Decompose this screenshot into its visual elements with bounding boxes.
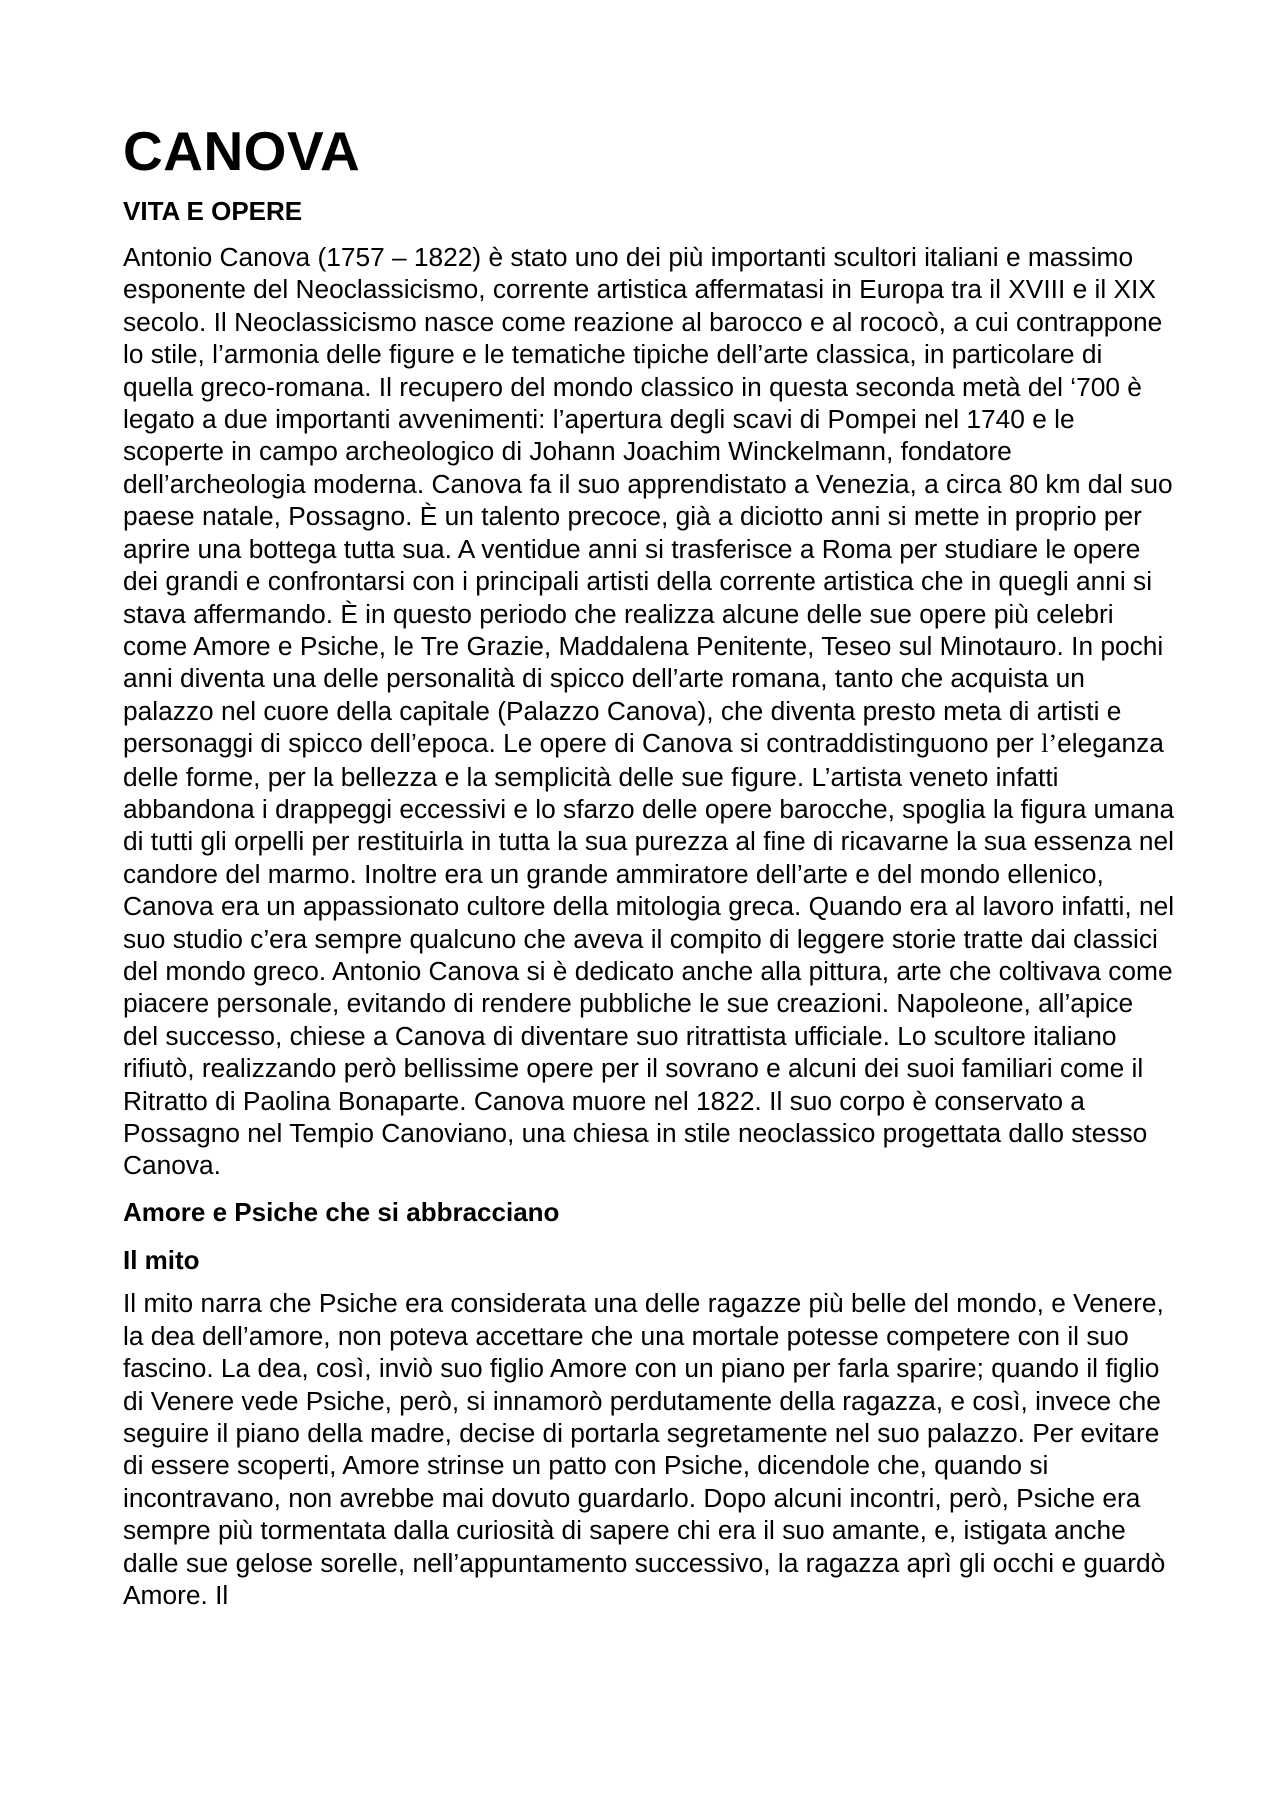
paragraph-vita-e-opere-serif-word: l’ <box>1041 729 1058 759</box>
paragraph-vita-e-opere-part2: eleganza delle forme, per la bellezza e la semplicità delle sue figure. L’artista veneto infatti abbandona i drappeggi eccessivi e lo sfarzo delle opere barocche, spoglia la figura umana di tutti gli orpelli per restituirla in tutta la sua purezza al fine di ricavarne la sua essenza nel candore del marmo. Inoltre era un grande ammiratore dell’arte e del mondo ellenico, Canova era un appassionato cultore della mitologia greca. Quando era al lavoro infatti, nel suo studio c’era sempre qualcuno che aveva il compito di leggere storie tratte dai classici del mondo greco. Antonio Canova si è dedicato anche alla pittura, arte che coltivava come piacere personale, evitando di rendere pubbliche le sue creazioni. Napoleone, all’apice del successo, chiese a Canova di diventare suo ritrattista ufficiale. Lo scultore italiano rifiutò, realizzando però bellissime opere per il sovrano e alcuni dei suoi familiari come il Ritratto di Paolina Bonaparte. Canova muore nel 1822. Il suo corpo è conservato a Possagno nel Tempio Canoviano, una chiesa in stile neoclassico progettata dallo stesso Canova. <box>123 728 1175 1181</box>
section-heading-amore-e-psiche: Amore e Psiche che si abbracciano <box>123 1196 560 1227</box>
paragraph-vita-e-opere <box>123 241 1175 1182</box>
paragraph-vita-e-opere-part1: Antonio Canova (1757 – 1822) è stato uno dei più importanti scultori italiani e massimo esponente del Neoclassicismo, corrente artistica affermatasi in Europa tra il XVIII e il XIX secolo. Il Neoclassicismo nasce come reazione al barocco e al rococò, a cui contrappone lo stile, l’armonia delle figure e le tematiche tipiche dell’arte classica, in particolare di quella greco-romana. Il recupero del mondo classico in questa seconda metà del ‘700 è legato a due importanti avvenimenti: l’apertura degli scavi di Pompei nel 1740 e le scoperte in campo archeologico di Johann Joachim Winckelmann, fondatore dell’archeologia moderna. Canova fa il suo apprendistato a Venezia, a circa 80 km dal suo paese natale, Possagno. È un talento precoce, già a diciotto anni si mette in proprio per aprire una bottega tutta sua. A ventidue anni si trasferisce a Roma per studiare le opere dei grandi e confrontarsi con i principali artisti della corrente artistica che in quegli anni si stava affermando. È in questo periodo che realizza alcune delle sue opere più celebri come Amore e Psiche, le Tre Grazie, Maddalena Penitente, Teseo sul Minotauro. In pochi anni diventa una delle personalità di spicco dell’arte romana, tanto che acquista un palazzo nel cuore della capitale (Palazzo Canova), che diventa presto meta di artisti e personaggi di spicco dell’epoca. Le opere di Canova si contraddistinguono per <box>123 242 1173 759</box>
section-heading-vita-e-opere: VITA E OPERE <box>123 196 303 227</box>
paragraph-il-mito: Il mito narra che Psiche era considerata una delle ragazze più belle del mondo, e Venere, la dea dell’amore, non poteva accettare che una mortale potesse competere con il suo fascino. La dea, così, inviò suo figlio Amore con un piano per farla sparire; quando il figlio di Venere vede Psiche, però, si innamorò perdutamente della ragazza, e così, invece che seguire il piano della madre, decise di portarla segretamente nel suo palazzo. Per evitare di essere scoperti, Amore strinse un patto con Psiche, dicendole che, quando si incontravano, non avrebbe mai dovuto guardarlo. Dopo alcuni incontri, però, Psiche era sempre più tormentata dalla curiosità di sapere chi era il suo amante, e, istigata anche dalle sue gelose sorelle, nell’appuntamento successivo, la ragazza aprì gli occhi e guardò Amore. Il <box>123 1288 1166 1611</box>
document-page <box>123 120 1175 1611</box>
subheading-il-mito: Il mito <box>123 1244 200 1275</box>
document-title: CANOVA <box>123 120 361 182</box>
